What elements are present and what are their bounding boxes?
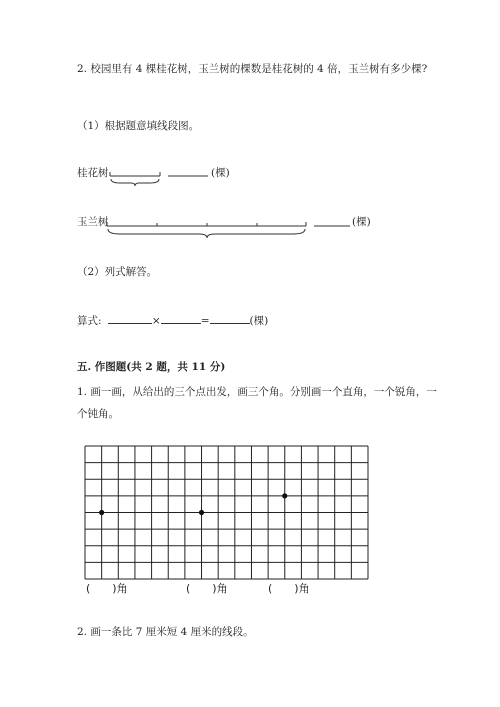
angle-label-1 (86, 580, 128, 596)
angle-word-1: 角 (116, 582, 128, 595)
magnolia-brace-icon (108, 229, 305, 238)
osmanthus-brace-icon (111, 179, 159, 186)
start-point-3 (282, 493, 287, 498)
angle-blank-1[interactable]: ( ) (86, 582, 117, 595)
starting-points (99, 493, 287, 515)
angle-blank-2[interactable]: ( ) (186, 582, 217, 595)
tree-label-osmanthus: 桂花树 (77, 167, 109, 179)
times-sign: × (151, 315, 161, 327)
part-1-instruction: （1）根据题意填线段图。 (77, 120, 200, 132)
angle-word-3: 角 (298, 582, 310, 595)
osmanthus-segment (110, 172, 208, 186)
section-5-heading: 五. 作图题(共 2 题，共 11 分) (77, 361, 226, 373)
drawing-q1-line-2: 个钝角。 (77, 408, 119, 420)
unit-label-2: (棵) (352, 216, 371, 228)
angle-label-2 (186, 580, 228, 596)
tree-label-magnolia: 玉兰树 (77, 216, 109, 228)
angle-blank-3[interactable]: ( ) (268, 582, 299, 595)
question-2-text: 2. 校园里有 4 棵桂花树，玉兰树的棵数是桂花树的 4 倍，玉兰树有多少棵? (77, 63, 428, 75)
drawing-q2-text: 2. 画一条比 7 厘米短 4 厘米的线段。 (77, 626, 254, 638)
drawing-q1-line-1: 1. 画一画，从给出的三个点出发，画三个角。分别画一个直角，一个锐角，一 (77, 386, 437, 398)
part-2-instruction: （2）列式解答。 (77, 266, 158, 278)
start-point-1 (99, 510, 104, 515)
unit-label-1: (棵) (211, 167, 230, 179)
formula-label: 算式: (77, 315, 102, 327)
magnolia-segment (107, 222, 350, 238)
unit-label-3: (棵) (249, 315, 269, 327)
equals-sign: = (200, 315, 210, 327)
start-point-2 (199, 510, 204, 515)
dot-grid[interactable] (85, 446, 368, 579)
angle-label-3 (268, 580, 310, 596)
angle-word-2: 角 (216, 582, 228, 595)
